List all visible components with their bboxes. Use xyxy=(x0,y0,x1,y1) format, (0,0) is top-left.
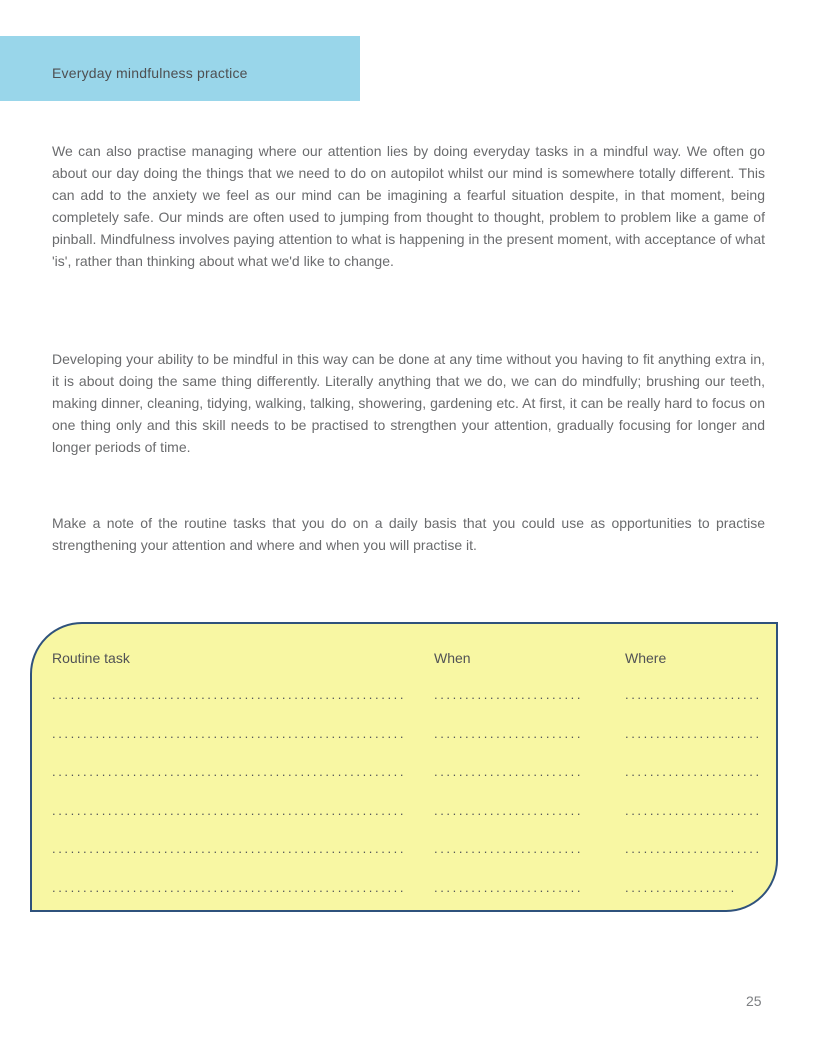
table-header-row xyxy=(32,650,776,668)
section-title-band xyxy=(0,36,360,101)
column-header-routine-task: Routine task xyxy=(52,650,130,666)
table-row xyxy=(32,803,776,842)
paragraph-everyday-tasks: We can also practise managing where our attention lies by doing everyday tasks in a mindful way. We often go about our day doing the things that we need to do on autopilot whilst our mind is somewhere totally different. This can add to the anxiety we feel as our mind can be imagining a fearful situation despite, in that moment, being completely safe. Our minds are often used to jumping from thought to thought, problem to problem like a game of pinball. Mindfulness involves paying attention to what is happening in the present moment, with acceptance of what 'is', rather than thinking about what we'd like to change. xyxy=(52,143,765,269)
routine-task-blank-line: ......................................................... xyxy=(52,841,407,857)
routine-task-blank-line: ......................................................... xyxy=(52,687,407,702)
when-blank-line: ........................ xyxy=(434,687,584,702)
table-row xyxy=(32,687,776,726)
when-blank-line: ........................ xyxy=(434,879,584,895)
routine-task-blank-line: ......................................................... xyxy=(52,764,407,780)
paragraph-developing-ability: Developing your ability to be mindful in this way can be done at any time without you having to fit anything extra in, it is about doing the same thing differently. Literally anything that we do, we can do mindfully; brushing our teeth, making dinner, cleaning, tidying, walking, talking, showering, gardening etc. At first, it can be really hard to focus on one thing only and this skill needs to be practised to strengthen your attention, gradually focusing for longer and longer periods of time. xyxy=(52,351,765,455)
when-blank-line: ........................ xyxy=(434,725,584,741)
where-blank-line: ...................... xyxy=(625,802,762,818)
routine-task-blank-line: ......................................................... xyxy=(52,725,407,741)
when-blank-line: ........................ xyxy=(434,802,584,818)
page-number: 25 xyxy=(746,993,762,1009)
where-blank-line: ...................... xyxy=(625,725,762,741)
where-blank-line: ...................... xyxy=(625,841,762,857)
table-row xyxy=(32,764,776,803)
when-blank-line: ........................ xyxy=(434,764,584,780)
paragraph-make-a-note: Make a note of the routine tasks that you do on a daily basis that you could use as opportunities to practise strengthening your attention and where and when you will practise it. xyxy=(52,515,765,553)
table-rows xyxy=(32,687,776,919)
column-header-where: Where xyxy=(625,650,667,666)
table-row xyxy=(32,880,776,919)
where-blank-line: ...................... xyxy=(625,764,762,780)
when-blank-line: ........................ xyxy=(434,841,584,857)
section-title: Everyday mindfulness practice xyxy=(52,65,248,81)
routine-task-note-table xyxy=(30,622,778,912)
table-row xyxy=(32,841,776,880)
routine-task-blank-line: ......................................................... xyxy=(52,802,407,818)
routine-task-blank-line: ......................................................... xyxy=(52,879,407,895)
where-blank-line: ...................... xyxy=(625,687,762,702)
column-header-when: When xyxy=(434,650,471,666)
where-blank-line: .................. xyxy=(625,879,737,895)
table-row xyxy=(32,726,776,765)
